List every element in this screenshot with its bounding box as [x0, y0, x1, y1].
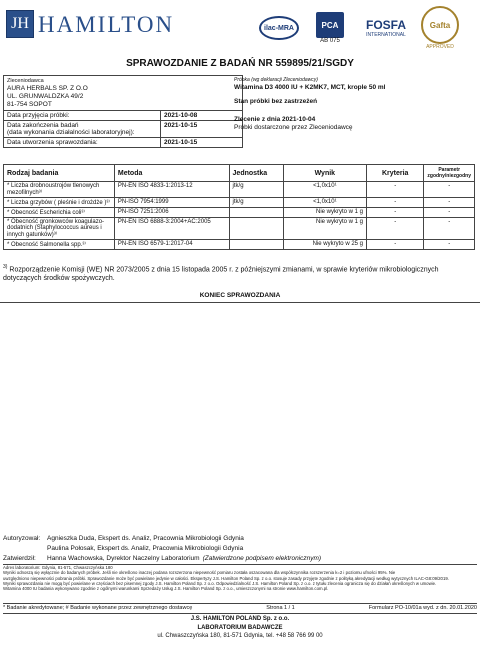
test-conformity: - — [424, 218, 475, 240]
test-method: PN-EN ISO 6888-3:2004+AC:2005 — [114, 218, 229, 240]
authorizer-2: Paulina Połosak, Ekspert ds. Analiz, Pracownia Mikrobiologii Gdynia — [47, 545, 244, 552]
fosfa-sub: INTERNATIONAL — [366, 32, 406, 38]
authorized-label: Autoryzował: — [3, 535, 41, 542]
approver: Hanna Wachowska, Dyrektor Naczelny Laboratorium — [47, 555, 200, 562]
test-criteria: - — [367, 218, 424, 240]
col-test-type: Rodzaj badania — [4, 165, 115, 182]
date-completed-value: 2021-10-15 — [161, 121, 243, 138]
approved-label: Zatwierdził: — [3, 555, 36, 562]
pca-mark: PCA — [316, 12, 344, 38]
sample-label: Próbka (wg deklaracji Zleceniodawcy) — [234, 77, 318, 83]
date-received-label: Data przyjęcia próbki: — [4, 111, 161, 121]
table-row — [4, 218, 475, 240]
gafta-logo — [420, 6, 460, 50]
sample-delivered: Próbki dostarczone przez Zleceniodawcę — [234, 124, 353, 131]
date-completed-label: Data zakończenia badań (data wykonania działalności laboratoryjnej): — [4, 121, 161, 138]
col-result: Wynik — [283, 165, 366, 182]
col-unit: Jednostka — [229, 165, 283, 182]
test-criteria: - — [367, 198, 424, 208]
regulation-footnote — [3, 263, 473, 283]
client-name: AURA HERBALS SP. Z O.O — [7, 85, 88, 92]
test-unit — [229, 208, 283, 218]
client-cell — [4, 76, 243, 111]
divider — [3, 603, 477, 604]
test-name: * Obecność gronkowców koagulazo-dodatnich (Staphylococcus aureus i innych gatunków)³⁾ — [4, 218, 115, 240]
ilac-mra-logo — [258, 6, 300, 50]
test-criteria: - — [367, 240, 424, 250]
footer-company: J.S. HAMILTON POLAND Sp. z o.o. — [190, 616, 290, 622]
authorization-block — [3, 534, 321, 564]
test-unit — [229, 240, 283, 250]
test-criteria: - — [367, 208, 424, 218]
table-row — [4, 198, 475, 208]
test-name: * Liczba drobnoustrojów tlenowych mezofilnych³⁾ — [4, 182, 115, 198]
footnote-text: Rozporządzenie Komisji (WE) NR 2073/2005 z dnia 15 listopada 2005 r. z późniejszymi zmianami, w sprawie kryteriów mikrobiologicznych dotyczących środków spożywczych. — [3, 266, 439, 283]
gafta-mark: Gafta — [421, 6, 459, 44]
date-created-value: 2021-10-15 — [161, 138, 243, 148]
col-conformity: Parametr zgodny/niezgodny — [424, 165, 475, 182]
form-number: Formularz PO-10/01a wyd. z dn. 20.01.2020 — [368, 605, 477, 611]
divider — [0, 302, 480, 303]
report-title: SPRAWOZDANIE Z BADAŃ NR 559895/21/SGDY — [126, 58, 354, 69]
test-name: * Liczba grzybów ( pleśnie i drożdże )³⁾ — [4, 198, 115, 208]
test-result: Nie wykryto w 25 g — [283, 240, 366, 250]
client-info-table — [3, 75, 243, 148]
pca-sub: AB 075 — [320, 38, 340, 44]
test-result: <1,0x10¹ — [283, 198, 366, 208]
authorizer-1: Agnieszka Duda, Ekspert ds. Analiz, Pracownia Mikrobiologii Gdynia — [47, 535, 244, 542]
gafta-sub: APPROVED — [426, 44, 454, 50]
test-method: PN-ISO 7251:2006 — [114, 208, 229, 218]
table-row — [4, 208, 475, 218]
test-conformity: - — [424, 240, 475, 250]
company-logo: JH — [6, 10, 34, 38]
approver-note: (Zatwierdzone podpisem elektronicznym) — [202, 555, 322, 562]
client-street: UL. GRUNWALDZKA 49/2 — [7, 93, 84, 100]
footer-lab: LABORATORIUM BADAWCZE — [197, 624, 283, 631]
client-label: Zleceniodawca — [7, 78, 44, 84]
page-number: Strona 1 / 1 — [266, 605, 295, 611]
footer-address: ul. Chwaszczyńska 180, 81-571 Gdynia, tel. +48 58 766 99 00 — [157, 633, 323, 639]
divider — [3, 613, 477, 614]
legal-notes — [3, 565, 477, 591]
ilac-mark: ilac-MRA — [259, 16, 299, 40]
test-conformity: - — [424, 198, 475, 208]
accreditation-legend: * Badanie akredytowane; # Badanie wykonane przez zewnętrznego dostawcę — [3, 605, 193, 611]
col-criteria: Kryteria — [367, 165, 424, 182]
col-method: Metoda — [114, 165, 229, 182]
note-line: Witamina 4000 IU badania wykonywano zgodnie z ogólnymi warunkami Sprzedaży Usług J.S. Hamilton Poland Sp. z o.o., umieszczonymi na stronie www.hamilton.com.pl. — [3, 586, 329, 592]
note-line: Wyniki sprawozdania nie mogą być powielane w częściach bez pisemnej zgody J.S. Hamilton Poland Sp. z o.o. Odpowiedzialność J.S. Hamilton Poland Sp. z o.o. z tytułu zlecenia ogranicza się do działań określonych w umowie. — [3, 580, 437, 586]
date-received-value: 2021-10-08 — [161, 111, 243, 121]
note-line: Adres laboratorium: Gdynia, 81-571, Chwaszczyńska 180 — [3, 565, 113, 570]
test-name: * Obecność Salmonella spp.³⁾ — [4, 240, 115, 250]
test-method: PN-ISO 7954:1999 — [114, 198, 229, 208]
end-of-report: KONIEC SPRAWOZDANIA — [199, 292, 281, 299]
sample-info — [234, 76, 474, 132]
results-header-row — [4, 165, 475, 182]
table-row — [4, 240, 475, 250]
test-name: * Obecność Escherichia coli³⁾ — [4, 208, 115, 218]
fosfa-logo — [356, 6, 416, 50]
brand-name: HAMILTON — [38, 12, 175, 37]
company-footer — [0, 615, 480, 641]
test-result: Nie wykryto w 1 g — [283, 218, 366, 240]
sample-state: Stan próbki bez zastrzeżeń — [234, 98, 318, 105]
note-line: uwzględniono niepewności pobrania próbki. Sprawozdanie może być powielane jedynie w całości. Ekspertyzy J.S. Hamilton Poland Sp. z o.o. stosuje zasady przyjęte zgodnie z polityką akredytacji według wytycznych ILAC-G8:09/2019. — [3, 575, 449, 581]
test-unit: jtk/g — [229, 182, 283, 198]
results-table — [3, 164, 475, 250]
sample-order: Zlecenie z dnia 2021-10-04 — [234, 116, 316, 123]
test-unit — [229, 218, 283, 240]
test-unit: jtk/g — [229, 198, 283, 208]
test-method: PN-EN ISO 6579-1:2017-04 — [114, 240, 229, 250]
table-row — [4, 182, 475, 198]
client-city: 81-754 SOPOT — [7, 101, 52, 108]
test-result: Nie wykryto w 1 g — [283, 208, 366, 218]
test-conformity: - — [424, 208, 475, 218]
test-result: <1,0x10¹ — [283, 182, 366, 198]
pca-logo — [314, 6, 346, 50]
footnote-mark: 3) — [3, 264, 8, 270]
sample-name: Witamina D3 4000 IU + K2MK7, MCT, krople 50 ml — [234, 84, 386, 91]
note-line: Wyniki odnoszą się wyłącznie do badanych próbek. Jeśli nie określono inaczej podana rozszerzona niepewność pomiaru została oszacowana dla współczynnika rozszerzenia k=2 i poziomu ufności 95%. Nie — [3, 570, 396, 576]
page-info-bar — [3, 605, 477, 611]
test-method: PN-EN ISO 4833-1:2013-12 — [114, 182, 229, 198]
fosfa-mark: FOSFA — [365, 18, 406, 32]
test-conformity: - — [424, 182, 475, 198]
date-created-label: Data utworzenia sprawozdania: — [4, 138, 161, 148]
test-criteria: - — [367, 182, 424, 198]
